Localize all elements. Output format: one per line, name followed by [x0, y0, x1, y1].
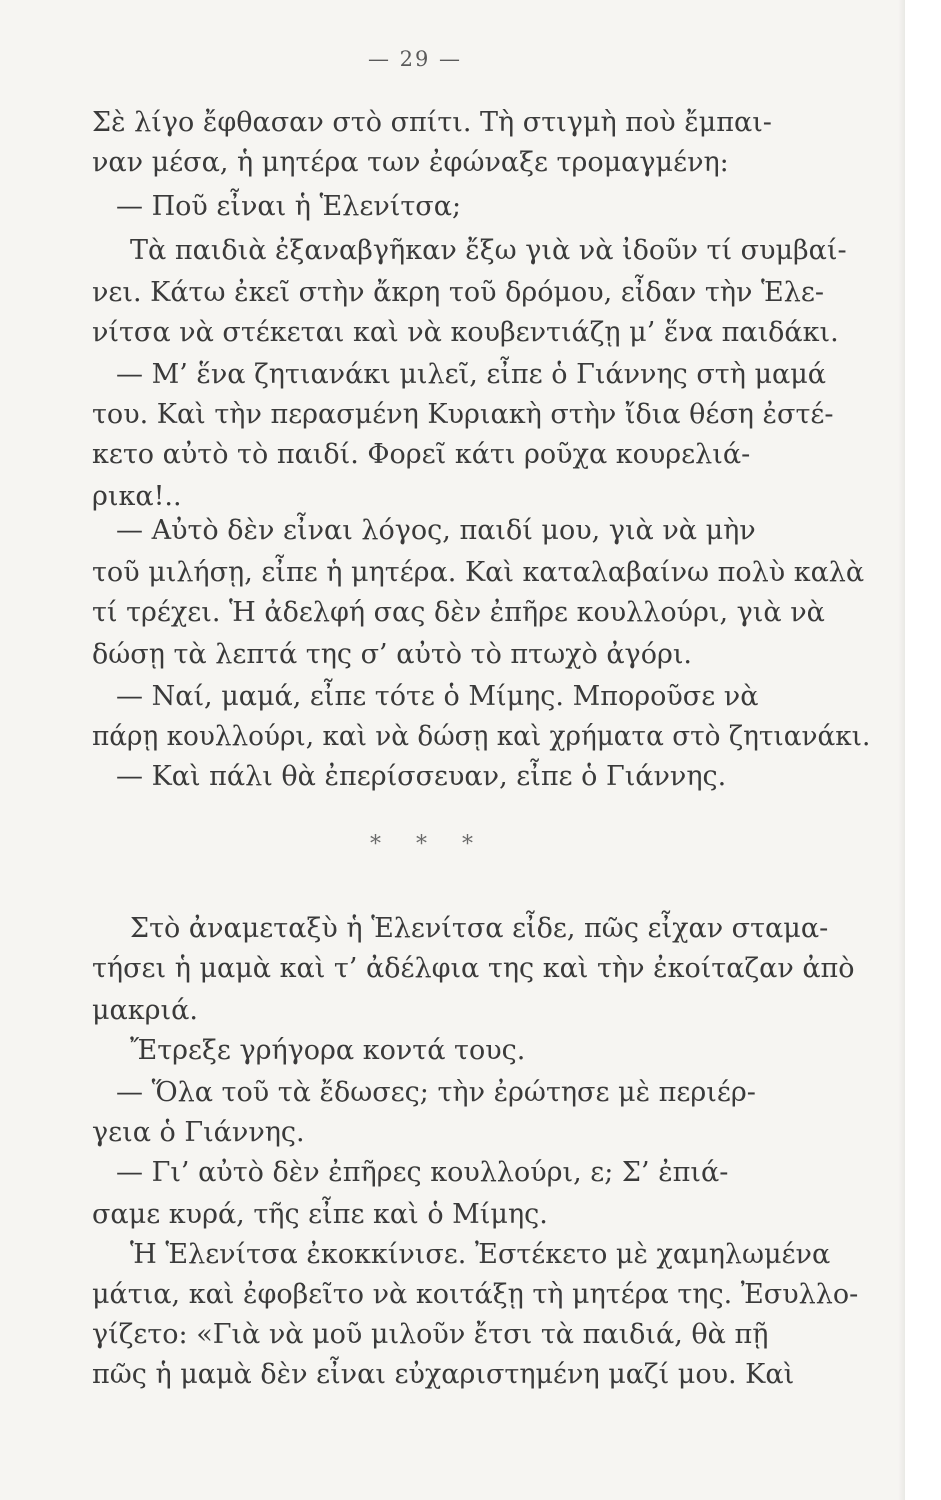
- text-line-24: — Γι’ αὐτὸ δὲν ἐπῆρες κουλλούρι, ε; Σ’ ἐπιά-: [116, 1157, 729, 1188]
- text-line-27: μάτια, καὶ ἐφοβεῖτο νὰ κοιτάξῃ τὴ μητέρα της. Ἐσυλλο-: [92, 1279, 859, 1310]
- text-line-10: ρικα!..: [92, 481, 182, 512]
- text-line-8: του. Καὶ τὴν περασμένη Κυριακὴ στὴν ἴδια θέση ἐστέ-: [92, 399, 834, 430]
- text-line-6: νίτσα νὰ στέκεται καὶ νὰ κουβεντιάζῃ μ’ ἕνα παιδάκι.: [92, 317, 839, 348]
- text-line-17: — Καὶ πάλι θὰ ἐπερίσσευαν, εἶπε ὁ Γιάννης.: [116, 761, 727, 792]
- text-line-29: πῶς ἡ μαμὰ δὲν εἶναι εὐχαριστημένη μαζί μου. Καὶ: [92, 1359, 795, 1390]
- scan-margin: [905, 0, 941, 1500]
- text-line-21: Ἔτρεξε γρήγορα κοντά τους.: [130, 1035, 526, 1066]
- text-line-3: — Ποῦ εἶναι ἡ Ἑλενίτσα;: [116, 191, 462, 222]
- text-line-1: Σὲ λίγο ἔφθασαν στὸ σπίτι. Τὴ στιγμὴ ποὺ ἔμπαι-: [92, 107, 772, 138]
- text-line-15: — Ναί, μαμά, εἶπε τότε ὁ Μίμης. Μποροῦσε νὰ: [116, 681, 759, 712]
- text-line-28: γίζετο: «Γιὰ νὰ μοῦ μιλοῦν ἔτσι τὰ παιδιά, θὰ πῇ: [92, 1319, 769, 1350]
- text-line-2: ναν μέσα, ἡ μητέρα των ἐφώναξε τρομαγμένη:: [92, 147, 729, 178]
- text-line-11: — Αὐτὸ δὲν εἶναι λόγος, παιδί μου, γιὰ νὰ μὴν: [116, 515, 756, 546]
- text-line-4: Τὰ παιδιὰ ἐξαναβγῆκαν ἔξω γιὰ νὰ ἰδοῦν τί συμβαί-: [130, 235, 847, 266]
- text-line-19: τήσει ἡ μαμὰ καὶ τ’ ἀδέλφια της καὶ τὴν ἐκοίταζαν ἀπὸ: [92, 953, 855, 984]
- text-line-20: μακριά.: [92, 995, 198, 1026]
- text-line-25: σαμε κυρά, τῆς εἶπε καὶ ὁ Μίμης.: [92, 1199, 548, 1230]
- page-edge-shadow: [898, 0, 905, 1500]
- text-line-18: Στὸ ἀναμεταξὺ ἡ Ἑλενίτσα εἶδε, πῶς εἶχαν σταμα-: [130, 913, 829, 944]
- page-number: — 29 —: [367, 47, 463, 71]
- text-line-12: τοῦ μιλήσῃ, εἶπε ἡ μητέρα. Καὶ καταλαβαίνω πολὺ καλὰ: [92, 557, 865, 588]
- section-separator: * * *: [370, 832, 487, 857]
- text-line-13: τί τρέχει. Ἡ ἀδελφή σας δὲν ἐπῆρε κουλλούρι, γιὰ νὰ: [92, 597, 825, 628]
- text-line-26: Ἡ Ἑλενίτσα ἐκοκκίνισε. Ἐστέκετο μὲ χαμηλωμένα: [130, 1239, 831, 1270]
- text-line-23: γεια ὁ Γιάννης.: [92, 1117, 305, 1148]
- text-line-7: — Μ’ ἕνα ζητιανάκι μιλεῖ, εἶπε ὁ Γιάννης στὴ μαμά: [116, 359, 827, 390]
- text-line-14: δώσῃ τὰ λεπτά της σ’ αὐτὸ τὸ πτωχὸ ἀγόρι.: [92, 639, 692, 670]
- text-line-5: νει. Κάτω ἐκεῖ στὴν ἄκρη τοῦ δρόμου, εἶδαν τὴν Ἑλε-: [92, 277, 824, 308]
- text-line-16: πάρῃ κουλλούρι, καὶ νὰ δώσῃ καὶ χρήματα στὸ ζητιανάκι.: [92, 721, 871, 752]
- text-line-22: — Ὅλα τοῦ τὰ ἔδωσες; τὴν ἐρώτησε μὲ περιέρ-: [116, 1077, 756, 1108]
- text-line-9: κετο αὐτὸ τὸ παιδί. Φορεῖ κάτι ροῦχα κουρελιά-: [92, 439, 751, 470]
